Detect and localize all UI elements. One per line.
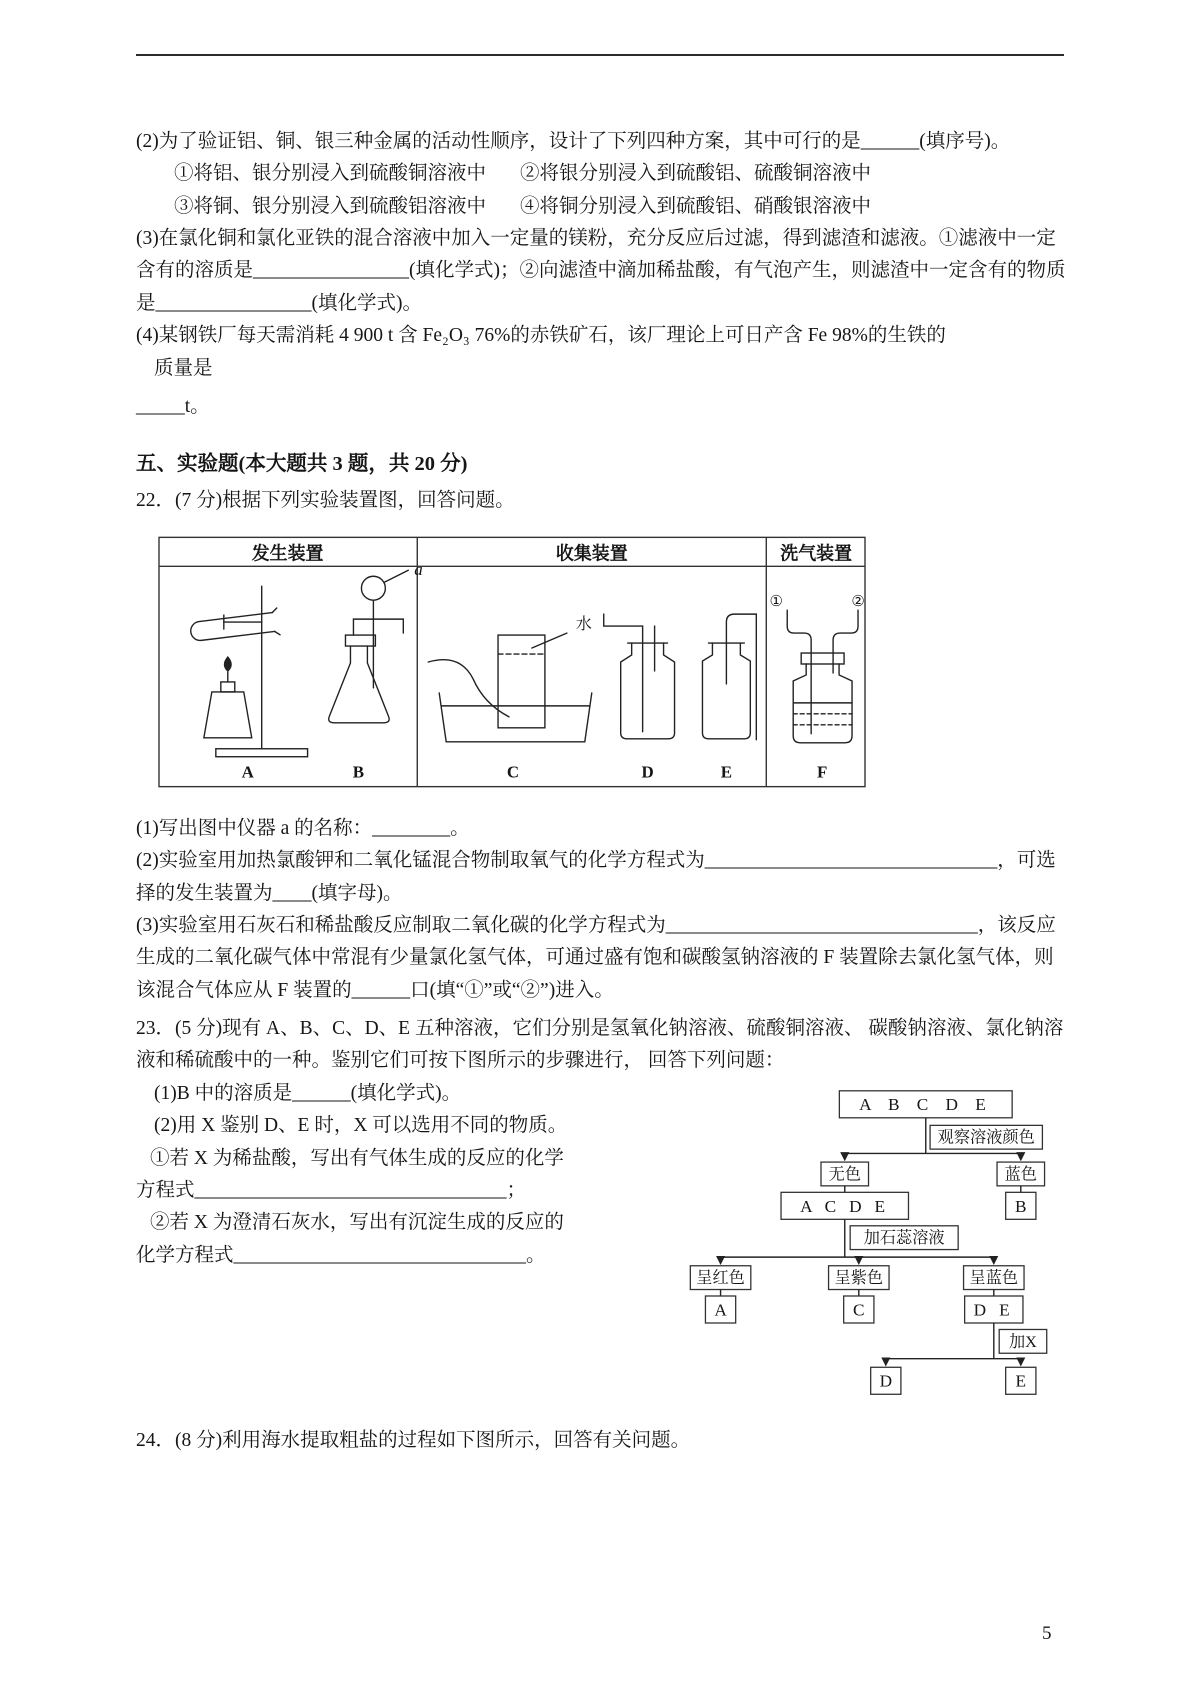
q22-apparatus-figure xyxy=(158,536,866,788)
apparatus-e-gas-bottle xyxy=(702,614,756,740)
figure-header-collect: 收集装置 xyxy=(555,542,628,563)
thistle-funnel-bulb xyxy=(361,576,385,600)
q21-options-row1 xyxy=(136,158,1066,190)
letter-F: F xyxy=(816,762,828,782)
flow-addx-label: 加X xyxy=(1008,1332,1037,1351)
q23-sub2: (2)用 X 鉴别 D、E 时，X 可以选用不同的物质。 xyxy=(154,1115,568,1137)
q23-sub2a-line2: 方程式________________________________； xyxy=(136,1179,527,1201)
figure-header-generate: 发生装置 xyxy=(251,542,324,563)
letter-D: D xyxy=(641,762,654,782)
flow-box-acde-label: A C D E xyxy=(799,1196,890,1216)
apparatus-f-washing-bottle xyxy=(770,594,865,743)
label-port-2: ② xyxy=(851,593,865,610)
q21-part3: (3)在氯化铜和氯化亚铁的混合溶液中加入一定量的镁粉，充分反应后过滤，得到滤渣和滤液。①滤液中一定含有的溶质是________________(填化学式)；②向滤渣中滴加稀盐酸，有气泡产生，则滤渣中一定含有的物质是________________(填化学式)。 xyxy=(136,228,1066,314)
label-port-1: ① xyxy=(769,593,783,610)
q23-sub2a-line1: ①若 X 为稀盐酸，写出有气体生成的反应的化学 xyxy=(150,1147,564,1169)
flow-blue-label: 蓝色 xyxy=(1004,1165,1037,1184)
q21-option-2: ②将银分别浸入到硫酸铝、硫酸铜溶液中 xyxy=(520,163,872,185)
q22-subquestions xyxy=(136,813,1066,1007)
q21-part2: (2)为了验证铝、铜、银三种金属的活动性顺序，设计了下列四种方案，其中可行的是______(填序号)。 xyxy=(136,131,1011,152)
q23-subquestions xyxy=(136,1078,686,1272)
flow-purple-label: 呈紫色 xyxy=(834,1268,883,1287)
q22-stem: 22．(7 分)根据下列实验装置图，回答问题。 xyxy=(136,490,515,512)
q22-sub2: (2)实验室用加热氯酸钾和二氧化锰混合物制取氧气的化学方程式为______________________________，可选择的发生装置为____(填字母)。 xyxy=(136,850,1056,904)
letter-B: B xyxy=(352,762,365,782)
flow-box-d-label: D xyxy=(879,1371,892,1391)
flow-colorless-label: 无色 xyxy=(828,1165,861,1184)
section5-title: 五、实验题(本大题共 3 题，共 20 分) xyxy=(136,453,468,476)
flow-box-b-label: B xyxy=(1014,1196,1027,1216)
page-content xyxy=(136,126,1066,1458)
q21-option-3: ③将铜、银分别浸入到硫酸铝溶液中 xyxy=(174,195,487,217)
q23-sub2b-line1: ②若 X 为澄清石灰水，写出有沉淀生成的反应的 xyxy=(150,1212,564,1234)
q23-flowchart xyxy=(686,1084,1066,1411)
letter-A: A xyxy=(241,762,254,782)
flow-observe-label: 观察溶液颜色 xyxy=(937,1128,1035,1147)
label-water: 水 xyxy=(575,615,592,633)
page-number: 5 xyxy=(1042,1623,1052,1644)
q24-stem: 24．(8 分)利用海水提取粗盐的过程如下图所示，回答有关问题。 xyxy=(136,1430,691,1452)
q23-sub2b-line2: 化学方程式______________________________。 xyxy=(136,1244,546,1266)
q23-stem: 23．(5 分)现有 A、B、C、D、E 五种溶液，它们分别是氢氧化钠溶液、硫酸铜溶液、 碳酸钠溶液、氯化钠溶液和稀硫酸中的一种。鉴别它们可按下图所示的步骤进行， 回答下列问题： xyxy=(136,1018,1064,1072)
apparatus-a-heating-setup xyxy=(189,586,307,757)
flow-box-de-label: D E xyxy=(973,1300,1014,1320)
flow-box-e-label: E xyxy=(1015,1371,1026,1391)
q22-sub1: (1)写出图中仪器 a 的名称：________。 xyxy=(136,817,470,839)
flow-box-c-label: C xyxy=(852,1300,865,1320)
q23-row xyxy=(136,1078,1066,1411)
letter-C: C xyxy=(506,762,520,782)
label-a: a xyxy=(414,559,423,579)
q23-flowchart-svg xyxy=(686,1084,1064,1400)
flow-red-label: 呈红色 xyxy=(695,1268,745,1287)
flow-litmus-label: 加石蕊溶液 xyxy=(863,1228,945,1247)
q21-part4-line3: _____t。 xyxy=(136,395,210,417)
q21-part4-line1: (4)某钢铁厂每天需消耗 4 900 t 含 Fe₂O₃ 76%的赤铁矿石，该厂理论上可日产含 Fe 98%的生铁的 xyxy=(136,325,946,347)
q21-option-4: ④将铜分别浸入到硫酸铝、硝酸银溶液中 xyxy=(520,195,872,217)
q22-figure xyxy=(158,536,1066,799)
apparatus-b-flask-setup xyxy=(329,560,423,723)
q21-part4-line2: 质量是 xyxy=(154,357,213,379)
q21-options-row2 xyxy=(136,191,1066,223)
letter-E: E xyxy=(720,762,733,782)
alcohol-lamp-icon xyxy=(204,656,252,738)
q21-option-1: ①将铝、银分别浸入到硫酸铜溶液中 xyxy=(174,163,487,185)
apparatus-d-gas-bottle xyxy=(604,614,675,739)
header-rule xyxy=(136,54,1064,56)
figure-header-wash: 洗气装置 xyxy=(780,542,853,563)
apparatus-c-water-collection xyxy=(428,615,592,742)
q23-sub1: (1)B 中的溶质是______(填化学式)。 xyxy=(154,1082,462,1104)
q22-sub3: (3)实验室用石灰石和稀盐酸反应制取二氧化碳的化学方程式为________________________________，该反应生成的二氧化碳气体中常混有少量氯化氢气体，可通过盛有饱和碳酸氢钠溶液的 F 装置除去氯化氢气体，则该混合气体应从 F 装置的______口(填“①”或“②”)进入。 xyxy=(136,915,1056,1001)
flow-box-all-label: A B C D E xyxy=(858,1095,992,1115)
flow-blue2-label: 呈蓝色 xyxy=(969,1268,1018,1287)
flow-box-a-label: A xyxy=(713,1300,727,1320)
test-tube xyxy=(189,608,280,645)
q23-block xyxy=(136,1013,1066,1411)
